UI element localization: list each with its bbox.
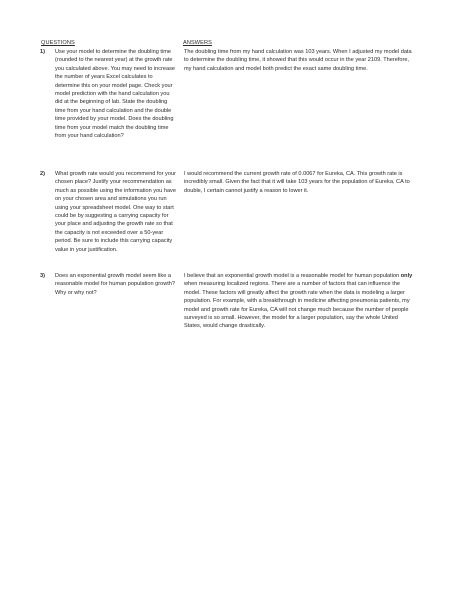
answer-emphasis: only <box>400 273 413 279</box>
answer-text-part: I believe that an exponential growth model is a reasonable model for human population <box>184 273 401 279</box>
answers-header: ANSWERS <box>183 40 212 46</box>
question-text: Does an exponential growth model seem like a reasonable model for human population growth? Why or why not? <box>55 273 176 296</box>
questions-header: QUESTIONS <box>41 40 75 46</box>
question-number: 3) <box>40 273 45 279</box>
question-number: 1) <box>40 49 45 55</box>
question-text: Use your model to determine the doubling time (rounded to the nearest year) at the growth rate you calculated above. You may need to increase the number of years Excel calculates to determine this on your model page. Check your model prediction with the hand calculation you did at the beginning of lab. State the doubling time from your hand calculation and the double time provided by your model. Does the doubling time from your model match the doubling time from your hand calculation? <box>55 49 176 140</box>
question-number: 2) <box>40 171 45 177</box>
answer-text <box>184 272 416 331</box>
question-text: What growth rate would you recommend for your chosen place? Justify your recommendation as much as possible using the information you have on your chosen area and simulations you run using your spreadsheet model. One way to start could be by suggesting a carrying capacity for your place and adjusting the growth rate so that the capacity is not exceeded over a 50-year period. Be sure to include this carrying capacity value in your justification. <box>55 171 176 253</box>
answer-text-part: when measuring localized regions. There are a number of factors that can influence the model. These factors will greatly affect the growth rate when the data is modeling a larger population. For example, with a breakthrough in medicine affecting pneumonia patients, my model and growth rate for Eureka, CA will not change much because the number of people surveyed is so small. However, the model for a larger population, say the whole United States, would change drastically. <box>184 281 410 330</box>
answer-text: I would recommend the current growth rate of 0.0067 for Eureka, CA. This growth rate is incredibly small. Given the fact that it will take 103 years for the population of Eureka, CA to double, I certain cannot justify a reason to lower it. <box>184 171 410 194</box>
answer-text: The doubling time from my hand calculation was 103 years. When I adjusted my model data to determine the doubling time, it showed that this would occur in the year 2109. Therefore, my hand calculation and model both predict the exact same doubling time. <box>184 49 412 72</box>
